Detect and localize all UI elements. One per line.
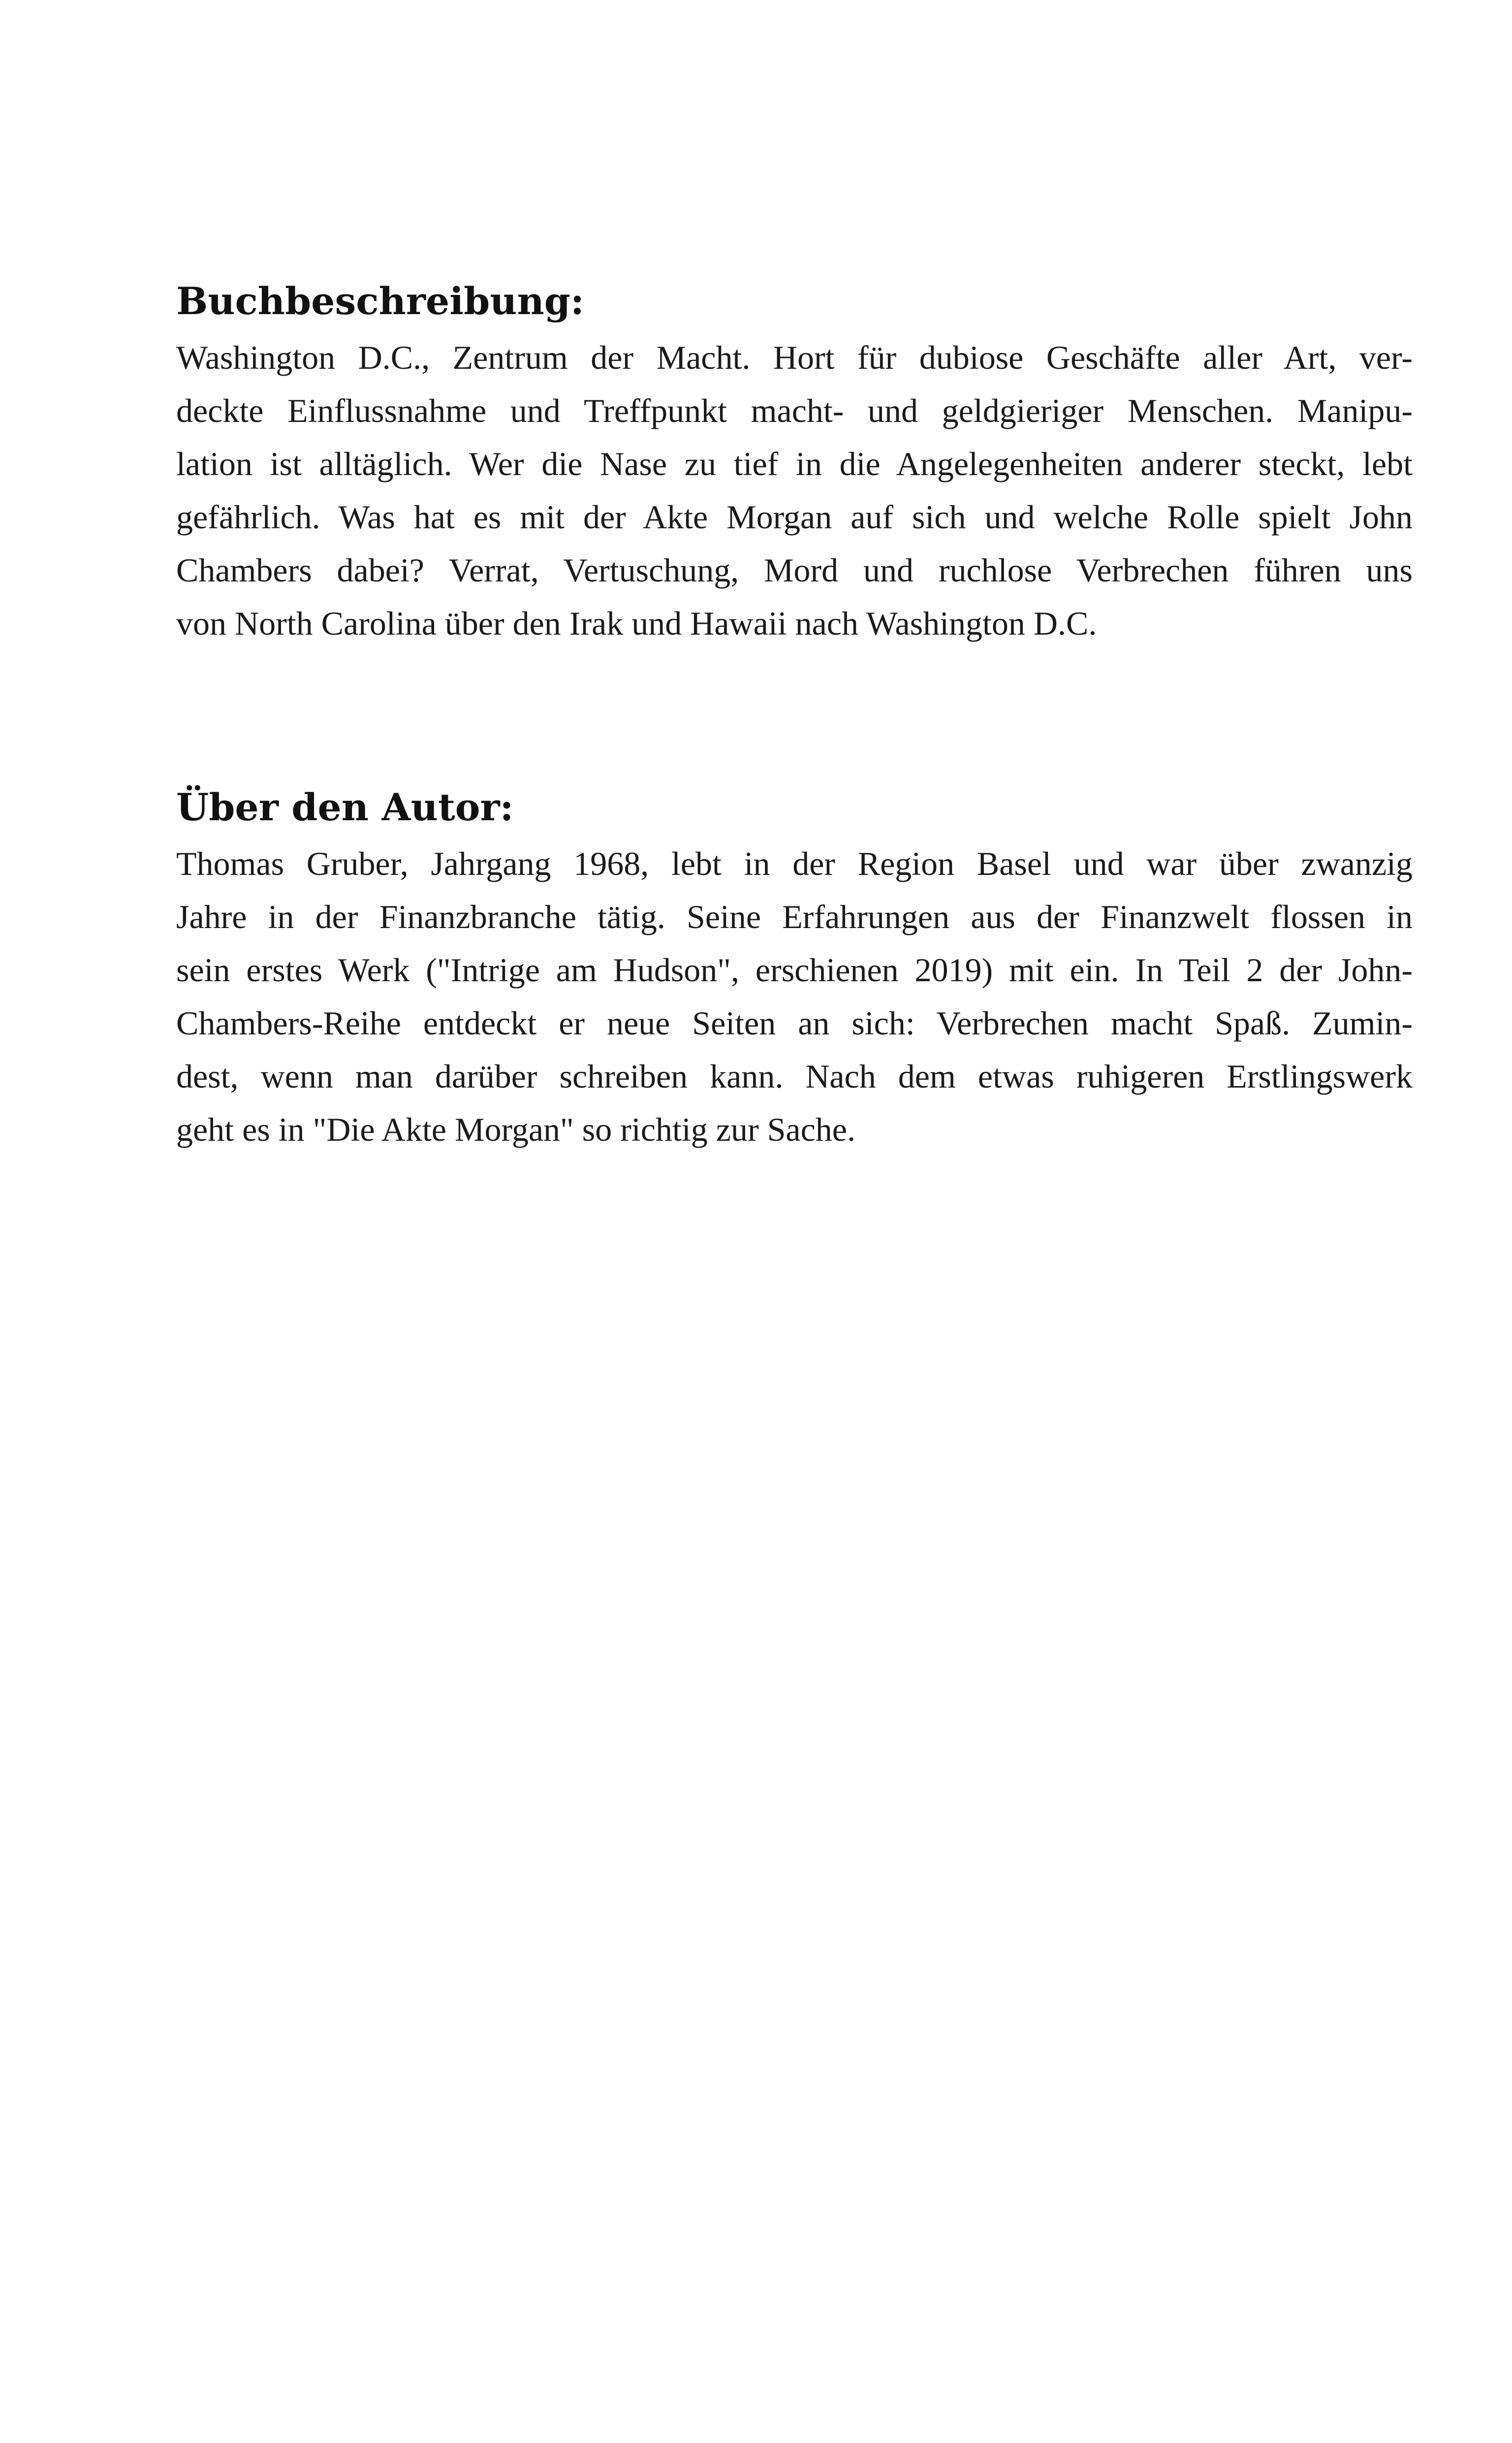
text-line: deckte Einflussnahme und Treffpunkt macht- und geldgieriger Menschen. Manipu-: [176, 392, 1413, 429]
text-line: Thomas Gruber, Jahrgang 1968, lebt in der Region Basel und war über zwanzig: [176, 845, 1413, 882]
text-line: dest, wenn man darüber schreiben kann. Nach dem etwas ruhigeren Erstlingswerk: [176, 1058, 1413, 1095]
about-author-heading: Über den Autor:: [176, 785, 514, 829]
book-description-heading: Buchbeschreibung:: [176, 279, 584, 323]
book-description-text: [176, 331, 1413, 650]
text-line: lation ist alltäglich. Wer die Nase zu tief in die Angelegenheiten anderer steckt, lebt: [176, 445, 1413, 482]
book-description-section: [176, 276, 1413, 650]
about-author-text: [176, 837, 1413, 1156]
text-line: sein erstes Werk ("Intrige am Hudson", erschienen 2019) mit ein. In Teil 2 der John-: [176, 951, 1413, 989]
text-line: von North Carolina über den Irak und Hawaii nach Washington D.C.: [176, 605, 1097, 642]
about-author-section: [176, 782, 1413, 1156]
text-line: Washington D.C., Zentrum der Macht. Hort für dubiose Geschäfte aller Art, ver-: [176, 339, 1413, 376]
text-line: Jahre in der Finanzbranche tätig. Seine Erfahrungen aus der Finanzwelt flossen in: [176, 898, 1413, 935]
text-line: Chambers dabei? Verrat, Vertuschung, Mord und ruchlose Verbrechen führen uns: [176, 551, 1413, 589]
text-line: geht es in "Die Akte Morgan" so richtig zur Sache.: [176, 1111, 855, 1148]
text-line: gefährlich. Was hat es mit der Akte Morgan auf sich und welche Rolle spielt John: [176, 498, 1413, 536]
text-line: Chambers-Reihe entdeckt er neue Seiten an sich: Verbrechen macht Spaß. Zumin-: [176, 1004, 1413, 1042]
